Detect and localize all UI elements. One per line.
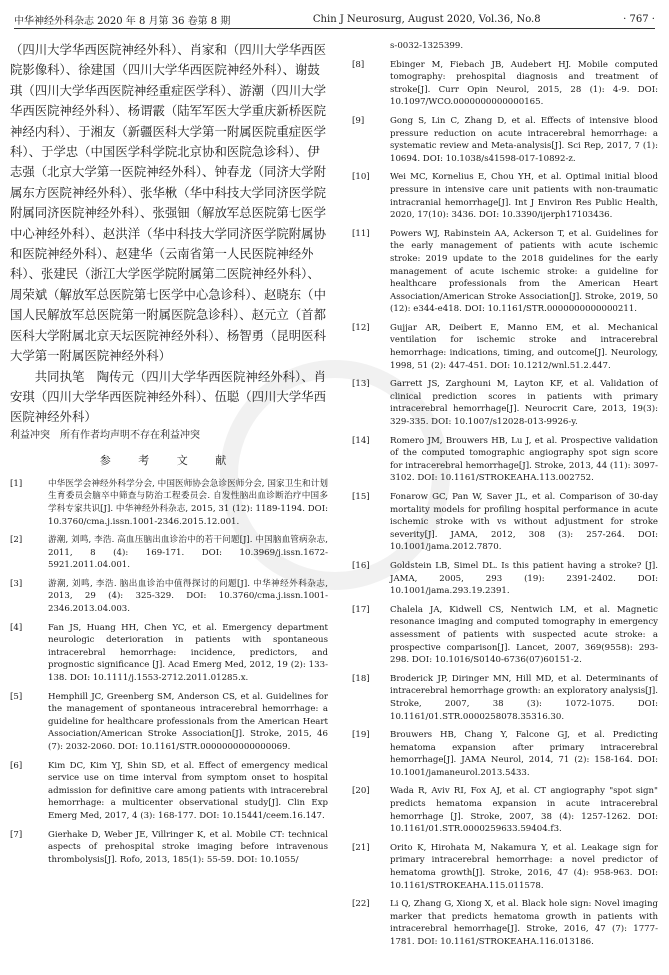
author-list: （四川大学华西医院神经外科）、肖家和（四川大学华西医院影像科）、徐建国（四川大学华西医院神经外科）、谢鼓琪（四川大学华西医院神经重症医学科）、游潮（四川大学华西医院神经外科）、杨谓霰（陆军军医大学重庆新桥医院神经内科）、于湘友（新疆医科大学第一附属医院重症医学科）、于学忠（中国医学科学院北京协和医院急诊科）、伊志强（北京大学第一医院神经外科）、钟春龙（同济大学附属东方医院神经外科）、张华楸（华中科技大学同济医学院附属同济医院神经外科）、张强钿（解放军总医院第七医学中心神经外科）、赵洪洋（华中科技大学同济医学院附属协和医院神经外科）、赵建华（云南省第一人民医院神经外科）、张建民（浙江大学医学院附属第二医院神经外科）、周荣斌（解放军总医院第七医学中心急诊科）、赵晓东（中国人民解放军总医院第一附属医院急诊科）、赵元立（首都医科大学附属北京天坛医院神经外科）、杨智勇（昆明医科大学第一附属医院神经外科） [10,42,326,364]
journal-title-en: Chin J Neurosurg, August 2020, Vol.36, No.8 [312,13,541,25]
reference-item [346,171,658,221]
reference-item [346,378,658,428]
page-header [14,10,655,29]
reference-continuation: s-0032-1325399. [390,41,464,51]
reference-text: Wada R, Aviv RI, Fox AJ, et al. CT angiography "spot sign" predicts hematoma expansion in acute intracerebral hemorrhage [J]. Stroke, 2007, 38 (4): 1257-1262. DOI: 10.1161/01.STR.0000259633.59404.f3. [390,786,658,835]
reference-number: [15] [352,492,370,502]
reference-number: [5] [10,691,23,702]
reference-number: [6] [10,760,23,771]
page-number: · 767 · [623,13,655,25]
reference-number: [8] [352,59,365,70]
reference-text: Chalela JA, Kidwell CS, Nentwich LM, et al. Magnetic resonance imaging and computed tomography in emergency assessment of patients with suspected acute stroke: a prospective comparison[J]. Lancet, 2007, 369(9558): 293-298. DOI: 10.1016/S0140-6736(07)60151-2. [390,604,658,666]
reference-text: Wei MC, Kornelius E, Chou YH, et al. Optimal initial blood pressure in intensive care unit patients with non-traumatic intracranial hemorrhage[J]. Int J Environ Res Public Health, 2020, 17(10): 3436. DOI: 10.3390/ijerph17103436. [390,172,658,221]
reference-item [10,691,328,754]
reference-item [346,322,658,372]
reference-text: Goldstein LB, Simel DL. Is this patient having a stroke? [J]. JAMA, 2005, 293 (19): 2391-2402. DOI: 10.1001/jama.293.19.2391. [390,560,658,597]
references-heading: 参 考 文 献 [99,453,239,467]
reference-number: [20] [352,786,370,797]
reference-item [10,478,328,528]
reference-item [346,898,658,948]
reference-number: [13] [352,379,370,390]
reference-number: [2] [10,535,23,546]
reference-item [10,760,328,823]
reference-item [10,622,328,685]
reference-item [10,578,328,616]
reference-text: Gujjar AR, Deibert E, Manno EM, et al. Mechanical ventilation for ischemic stroke and intracerebral hemorrhage: indications, timing, and outcome[J]. Neurology, 1998, 51 (2): 447-451. DOI: 10.1212/wnl.51.2.447. [390,322,658,371]
reference-number: [1] [10,478,23,489]
reference-item [10,534,328,572]
reference-text: 游潮, 刘鸣, 李浩. 高血压脑出血诊治中的若干问题[J]. 中国脑血管病杂志, 2011, 8 (4): 169-171. DOI: 10.3969/j.issn.1672-5921.2011.04.001. [48,535,328,571]
reference-item [346,491,658,554]
reference-item [346,729,658,779]
reference-number: [16] [352,560,370,571]
left-column [10,40,328,872]
reference-text: Garrett JS, Zarghouni M, Layton KF, et al. Validation of clinical prediction scores in patients with primary intracerebral hemorrhage[J]. Neurocrit Care, 2013, 19(3): 329-335. DOI: 10.1007/s12028-013-9926-y. [390,379,658,428]
reference-number: [22] [352,899,370,910]
reference-item [346,785,658,835]
reference-text: Brouwers HB, Chang Y, Falcone GJ, et al. Predicting hematoma expansion after primary intracerebral hemorrhage[J]. JAMA Neurol, 2014, 71 (2): 158-164. DOI: 10.1001/jamaneurol.2013.5433. [390,730,658,778]
reference-text: Broderick JP, Diringer MN, Hill MD, et al. Determinants of intracerebral hemorrhage growth: an exploratory analysis[J]. Stroke, 2007, 38 (3): 1072-1075. DOI: 10.1161/01.STR.0000258078.35316.30. [390,673,658,722]
reference-list-left [10,478,328,867]
reference-number: [10] [352,172,370,183]
reference-text: Fan JS, Huang HH, Chen YC, et al. Emergency department neurologic deterioration in patients with spontaneous intracerebral hemorrhage: incidence, predictors, and prognostic significance [J]. Acad Emerg Med, 2012, 19 (2): 133-138. DOI: 10.1111/j.1553-2712.2011.01285.x. [48,622,328,684]
reference-number: [4] [10,622,23,633]
conflict-of-interest: 利益冲突 所有作者均声明不存在利益冲突 [10,429,200,441]
reference-text: Gong S, Lin C, Zhang D, et al. Effects of intensive blood pressure reduction on acute intracerebral hemorrhage: a systematic review and Meta-analysis[J]. Sci Rep, 2017, 7 (1): 10694. DOI: 10.1038/s41598-017-10892-z. [390,115,658,164]
reference-number: [19] [352,730,370,741]
reference-text: Ebinger M, Fiebach JB, Audebert HJ. Mobile computed tomography: prehospital diagnosis and treatment of stroke[J]. Curr Opin Neurol, 2015, 28 (1): 4-9. DOI: 10.1097/WCO.0000000000000165. [390,59,658,108]
reference-text: Orito K, Hirohata M, Nakamura Y, et al. Leakage sign for primary intracerebral hemorrhage: a novel predictor of hematoma growth[J]. Stroke, 2016, 47 (4): 958-963. DOI: 10.1161/STROKEAHA.115.011578. [390,842,658,891]
reference-number: [11] [352,228,370,239]
reference-text: Powers WJ, Rabinstein AA, Ackerson T, et al. Guidelines for the early management of patients with acute ischemic stroke: 2019 update to the 2018 guidelines for the early management of acute ischemic stroke: a guideline for healthcare professionals from the American Heart Association/American Stroke Association[J]. Stroke, 2019, 50 (12): e344-e418. DOI: 10.1161/STR.0000000000000211. [390,228,658,315]
reference-item [346,673,658,723]
reference-text: 游潮, 刘鸣, 李浩. 脑出血诊治中值得探讨的问题[J]. 中华神经外科杂志, 2013, 29 (4): 325-329. DOI: 10.3760/cma.j.issn.1001-2346.2013.04.003. [48,578,328,615]
writing-committee: 共同执笔 陶传元（四川大学华西医院神经外科）、肖安琪（四川大学华西医院神经外科）、伍聪（四川大学华西医院神经外科） [10,368,326,425]
reference-number: [9] [352,115,365,126]
reference-item [346,560,658,598]
reference-text: Gierhake D, Weber JE, Villringer K, et al. Mobile CT: technical aspects of prehospital stroke imaging before intravenous thrombolysis[J]. Rofo, 2013, 185(1): 55-59. DOI: 10.1055/ [48,829,328,865]
reference-item [346,842,658,892]
reference-item [346,115,658,165]
reference-item [346,435,658,485]
reference-text: 中华医学会神经外科学分会, 中国医师协会急诊医师分会, 国家卫生和计划生育委员会脑卒中筛查与防治工程委员会. 自发性脑出血诊断治疗中国多学科专家共识[J]. 中华神经外科杂志, 2015, 31 (12): 1189-1194. DOI: 10.3760/cma.j.issn.1001-2346.2015.12.001. [48,478,328,527]
reference-item [346,59,658,109]
reference-text: Romero JM, Brouwers HB, Lu J, et al. Prospective validation of the computed tomographic angiography spot sign score for intracerebral hemorrhage[J]. Stroke, 2013, 44 (11): 3097-3102. DOI: 10.1161/STROKEAHA.113.002752. [390,435,658,484]
reference-number: [14] [352,435,370,446]
reference-text: Kim DC, Kim YJ, Shin SD, et al. Effect of emergency medical service use on time interval from symptom onset to hospital admission for definitive care among patients with intracerebral hemorrhage: a multicenter observational study[J]. Clin Exp Emerg Med, 2017, 4 (3): 168-177. DOI: 10.15441/ceem.16.147. [48,760,328,821]
reference-number: [21] [352,842,370,853]
reference-number: [3] [10,578,23,589]
reference-text: Li Q, Zhang G, Xiong X, et al. Black hole sign: Novel imaging marker that predicts hematoma growth in patients with intracerebral hemorrhage[J]. Stroke, 2016, 47 (7): 1777-1781. DOI: 10.1161/STROKEAHA.116.013186. [390,899,658,947]
right-column [346,40,658,955]
reference-number: [12] [352,322,370,333]
reference-text: Hemphill JC, Greenberg SM, Anderson CS, et al. Guidelines for the management of spontaneous intracerebral hemorrhage: a guideline for healthcare professionals from the American Heart Association/American Stroke Association[J]. Stroke, 2015, 46 (7): 2032-2060. DOI: 10.1161/STR.0000000000000069. [48,691,328,752]
reference-number: [18] [352,673,370,684]
reference-list-right [346,59,658,949]
reference-item [10,829,328,867]
reference-text: Fonarow GC, Pan W, Saver JL, et al. Comparison of 30-day mortality models for profiling hospital performance in acute ischemic stroke with vs without adjustment for stroke severity[J]. JAMA, 2012, 308 (3): 257-264. DOI: 10.1001/jama.2012.7870. [390,492,658,553]
journal-title-cn: 中华神经外科杂志 2020 年 8 月第 36 卷第 8 期 [14,15,231,27]
reference-item [346,228,658,316]
reference-item [346,604,658,667]
reference-number: [7] [10,829,23,840]
reference-number: [17] [352,604,370,615]
